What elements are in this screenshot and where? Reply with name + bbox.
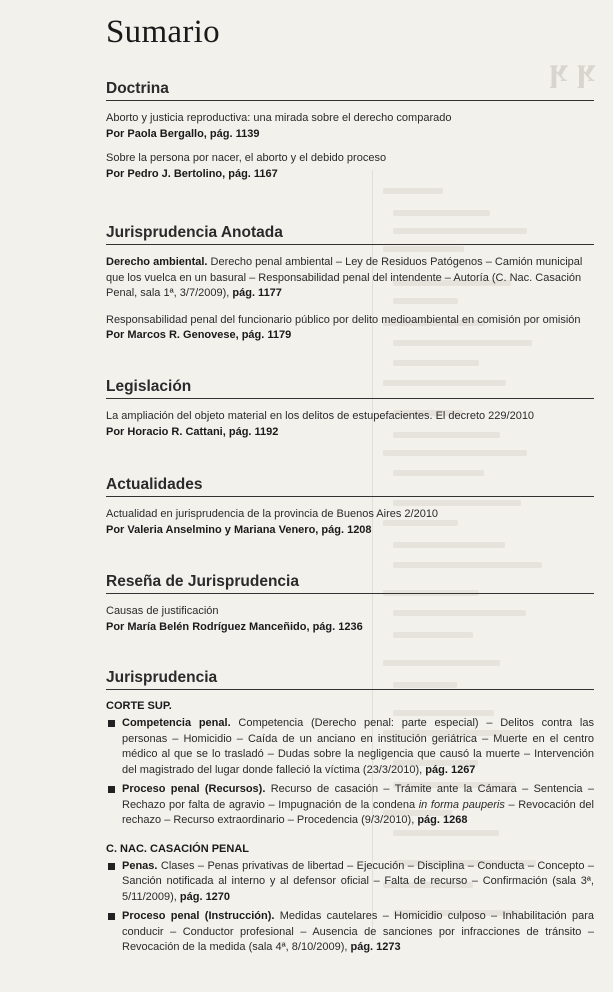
- entry-page: pág. 1273: [347, 941, 401, 953]
- entry-lead: Competencia penal.: [122, 717, 231, 729]
- section-actualidades: [106, 476, 594, 547]
- toc-bullet-entry[interactable]: [106, 716, 594, 778]
- entry-description: Medidas cautelares – Homicidio culposo – Inhabilitación para conducir – Conductor profesional – Ausencia de sanciones por infracciones de tránsito – Revocación de la medida (sala 4ª, 8/10/2009),: [122, 910, 595, 953]
- entry-description: Clases – Penas privativas de libertad – Ejecución – Disciplina – Conducta – Concepto – Sanción notificada al interno y al defensor oficial – Falta de recurso – Confirmación (sala 3ª, 5/11/2009),: [122, 859, 594, 903]
- entry-description: Derecho penal ambiental – Ley de Residuos Patógenos – Camión municipal que los vuelca en un basural – Responsabilidad penal del intendente – Autoría (C. Nac. Casación Penal, sala 1ª, 3/7/2009),: [106, 256, 583, 299]
- section-heading: Reseña de Jurisprudencia: [106, 573, 594, 594]
- entry-lead: Proceso penal (Recursos).: [122, 783, 266, 795]
- section-heading: Jurisprudencia Anotada: [106, 224, 594, 245]
- entry-title: La ampliación del objeto material en los delitos de estupefacientes. El decreto 229/2010: [106, 410, 535, 422]
- entry-page: pág. 1268: [414, 814, 468, 826]
- section-heading: Jurisprudencia: [106, 669, 594, 690]
- entry-description: – Revocación del rechazo – Recurso extraordinario – Procedencia (9/3/2010),: [122, 798, 594, 826]
- entry-title: Actualidad en jurisprudencia de la provincia de Buenos Aires 2/2010: [106, 508, 439, 520]
- entry-author: Por Valeria Anselmino y Mariana Venero, pág. 1208: [106, 523, 372, 536]
- entry-author: Por Horacio R. Cattani, pág. 1192: [106, 425, 279, 438]
- entry-lead: Penas.: [122, 859, 158, 872]
- toc-entry[interactable]: [106, 151, 594, 182]
- bleed-through-mark: ʞ ʞ: [548, 52, 595, 89]
- entry-page: pág. 1267: [422, 763, 476, 776]
- section-legislacion: [106, 378, 594, 449]
- toc-bullet-entry[interactable]: [106, 782, 594, 829]
- entry-description: Recurso de casación – Trámite ante la Cámara – Sentencia – Rechazo por falta de agravio – Impugnación de la condena: [122, 783, 594, 811]
- entry-lead: Derecho ambiental.: [106, 256, 208, 268]
- entry-description: Competencia (Derecho penal: parte especial) – Delitos contra las personas – Homicidio – Caída de un anciano en institución geriátrica – Muerte en el centro médico al que se lo trasladó – Dudas sobre la negligencia que causó la muerte – Intervención del magistrado del lugar donde falleció la víctima (23/3/2010),: [122, 717, 594, 776]
- entry-page: pág. 1270: [176, 890, 231, 903]
- section-jurisprudencia-anotada: [106, 224, 594, 353]
- entry-latin-phrase: in forma pauperis: [418, 798, 505, 811]
- section-jurisprudencia: [106, 669, 594, 960]
- toc-entry[interactable]: [106, 255, 594, 302]
- toc-bullet-entry[interactable]: [106, 909, 594, 956]
- court-heading: C. NAC. CASACIÓN PENAL: [106, 842, 250, 855]
- entry-author: Por María Belén Rodríguez Manceñido, pág. 1236: [106, 620, 363, 633]
- entry-title: Responsabilidad penal del funcionario público por delito medioambiental en comisión por omisión: [106, 313, 581, 326]
- court-heading: CORTE SUP.: [106, 700, 172, 712]
- section-resena: [106, 573, 594, 644]
- entry-author: Por Pedro J. Bertolino, pág. 1167: [106, 167, 278, 180]
- section-heading: Legislación: [106, 378, 594, 399]
- entry-author: Por Paola Bergallo, pág. 1139: [106, 127, 260, 140]
- entry-page: pág. 1177: [229, 287, 282, 299]
- toc-entry[interactable]: [106, 409, 594, 440]
- page-title: Sumario: [106, 14, 220, 50]
- entry-author: Por Marcos R. Genovese, pág. 1179: [106, 329, 292, 341]
- toc-entry[interactable]: [106, 507, 594, 538]
- section-doctrina: [106, 80, 594, 191]
- section-heading: Doctrina: [106, 80, 594, 101]
- entry-title: Sobre la persona por nacer, el aborto y el debido proceso: [106, 152, 387, 164]
- toc-entry[interactable]: [106, 111, 594, 142]
- section-heading: Actualidades: [106, 476, 594, 497]
- toc-bullet-entry[interactable]: [106, 859, 594, 906]
- entry-title: Causas de justificación: [106, 605, 219, 617]
- entry-title: Aborto y justicia reproductiva: una mirada sobre el derecho comparado: [106, 112, 452, 124]
- entry-lead: Proceso penal (Instrucción).: [122, 910, 275, 922]
- toc-entry[interactable]: [106, 604, 594, 635]
- toc-entry[interactable]: [106, 313, 594, 344]
